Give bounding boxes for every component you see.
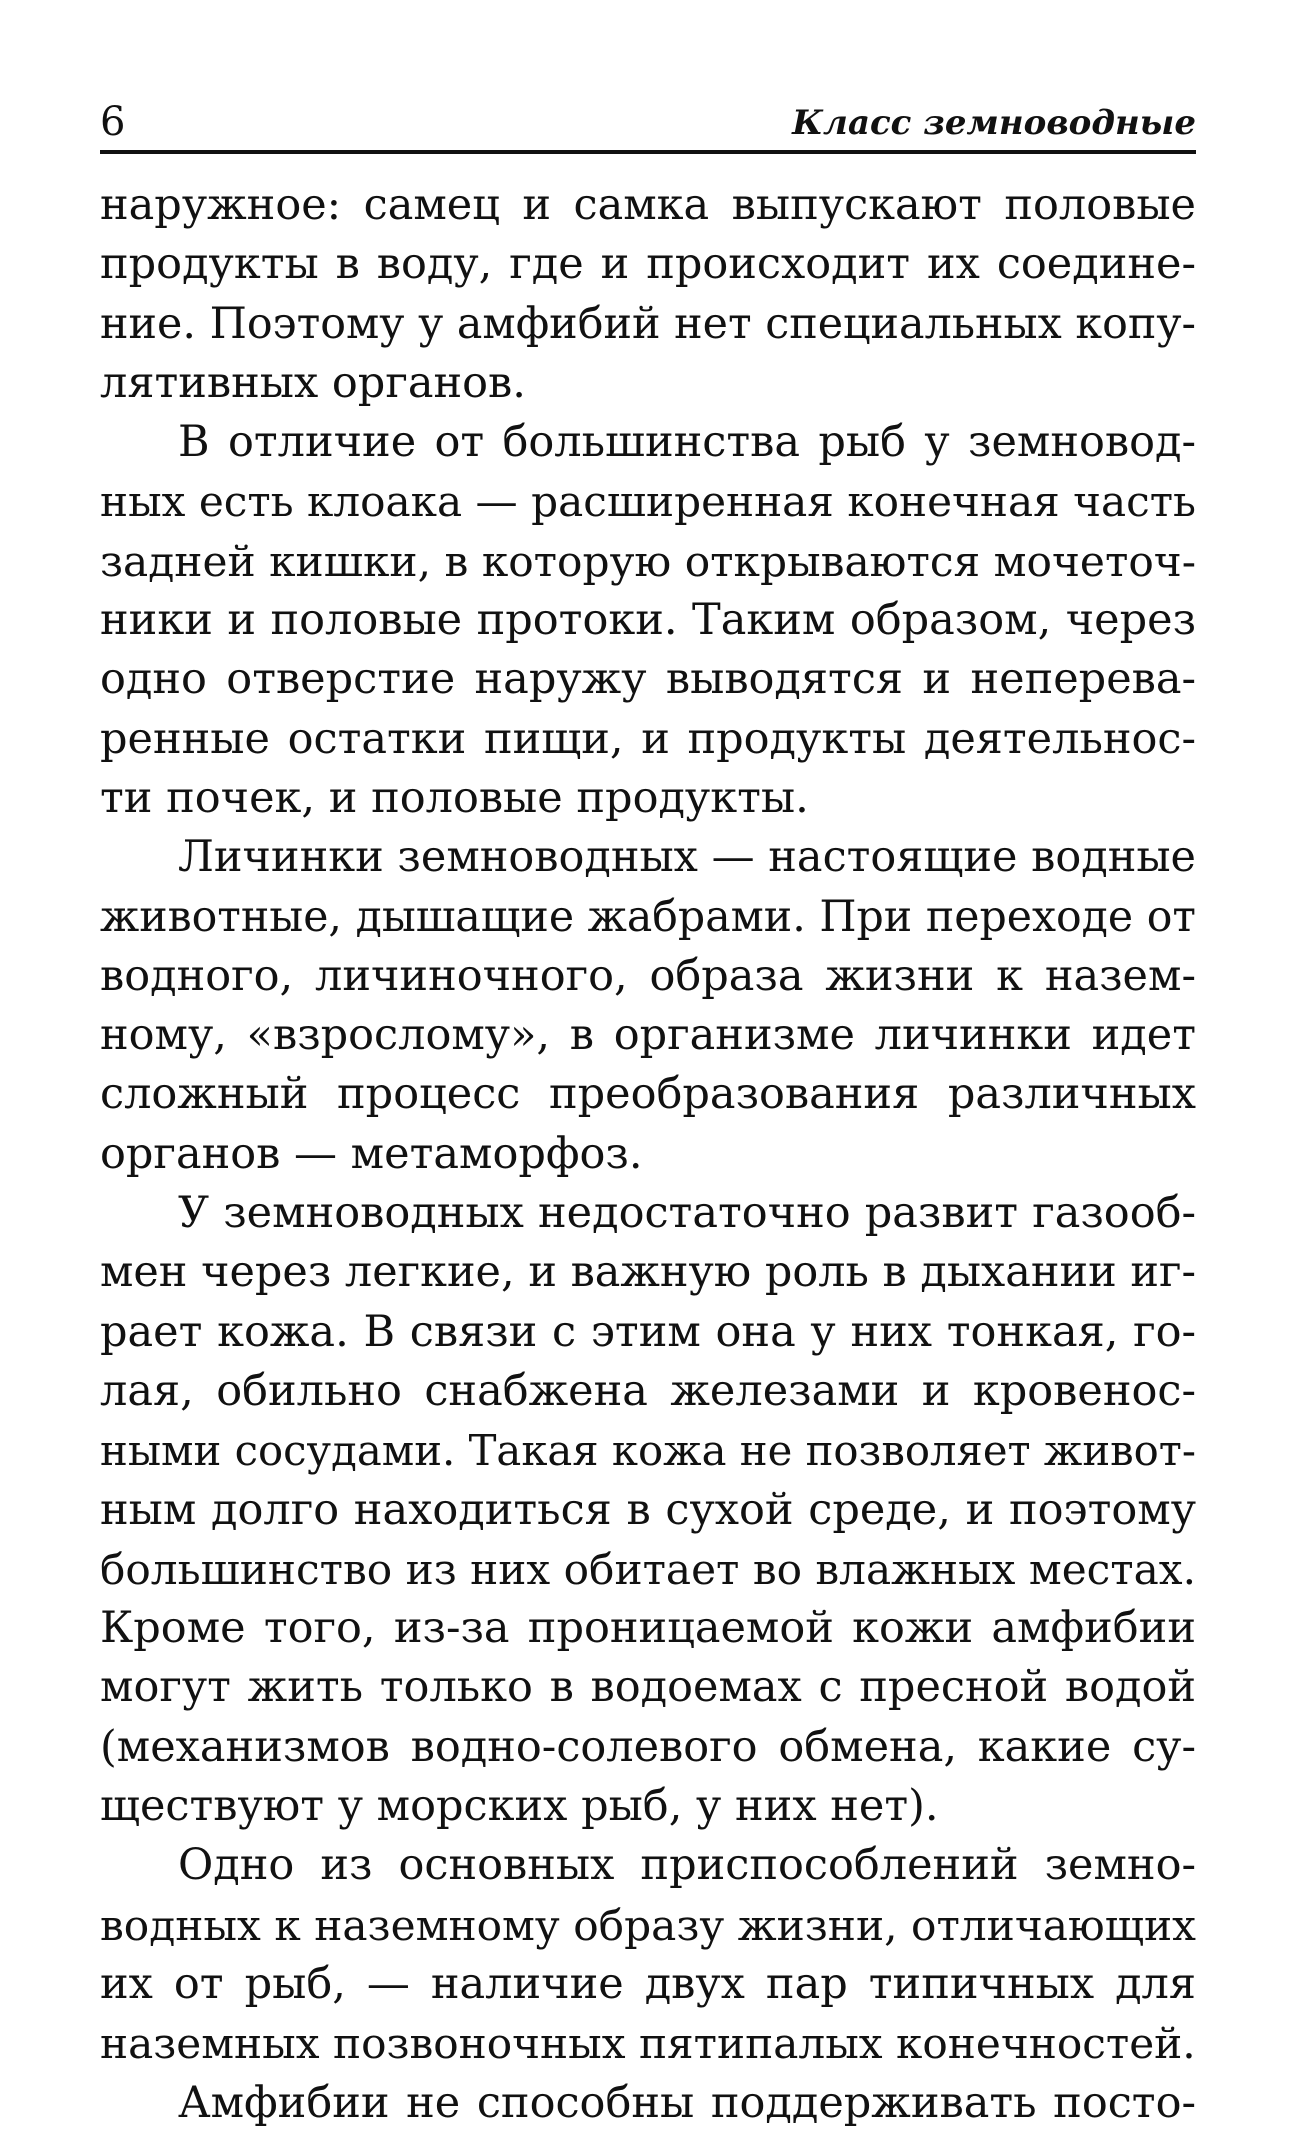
paragraph-3 [100,828,1196,1184]
paragraph-4 [100,1184,1196,1836]
text-line: Личинки земноводных — настоящие водные [178,832,1196,883]
body-text [100,176,1196,2133]
text-line: ным долго находиться в сухой среде, и поэтому [100,1484,1196,1535]
text-line: ти почек, и половые продукты. [100,772,809,823]
text-line: органов — метаморфоз. [100,1128,643,1179]
text-line: Одно из основных приспособлений земно- [178,1840,1196,1891]
text-line: ных есть клоака — расширенная конечная часть [100,477,1196,527]
text-line: ренные остатки пищи, и продукты деятельнос- [100,713,1197,764]
text-line: могут жить только в водоемах с пресной водой [100,1662,1196,1713]
text-line: наружное: самец и самка выпускают половые [100,180,1196,230]
text-line: (механизмов водно-солевого обмена, какие су- [100,1721,1197,1772]
text-line: ному, «взрослому», в организме личинки идет [100,1010,1196,1061]
paragraph-6 [100,2074,1196,2133]
paragraph-1 [100,176,1196,413]
text-line: сложный процесс преобразования различных [100,1069,1196,1120]
text-line: их от рыб, — наличие двух пар типичных для [100,1958,1196,2009]
text-line: В отличие от большинства рыб у земновод- [178,417,1197,468]
text-line: ществуют у морских рыб, у них нет). [100,1781,939,1832]
running-head [100,90,1196,154]
text-line: большинство из них обитает во влажных местах. [100,1544,1196,1594]
text-line: мен через легкие, и важную роль в дыхании иг- [100,1247,1196,1298]
text-line: наземных позвоночных пятипалых конечностей. [100,2019,1196,2069]
page-number: 6 [100,99,126,145]
text-line: ние. Поэтому у амфибий нет специальных копу- [100,298,1196,349]
text-line: водного, личиночного, образа жизни к назем- [100,950,1196,1001]
text-line: водных к наземному образу жизни, отличающих [100,1900,1196,1950]
text-line: рает кожа. В связи с этим она у них тонкая, го- [100,1306,1197,1357]
book-page [100,90,1196,2133]
text-line: животные, дышащие жабрами. При переходе от [100,891,1196,942]
text-line: Амфибии не способны поддерживать посто- [178,2077,1196,2128]
text-line: продукты в воду, где и происходит их соедине- [100,239,1197,290]
text-line: У земноводных недостаточно развит газооб- [178,1188,1196,1239]
text-line: одно отверстие наружу выводятся и неперева- [100,654,1197,705]
section-title: Класс земноводные [792,103,1196,143]
text-line: Кроме того, из-за проницаемой кожи амфибии [100,1603,1196,1654]
text-line: задней кишки, в которую открываются мочеточ- [100,536,1196,586]
text-line: ники и половые протоки. Таким образом, через [100,595,1197,646]
paragraph-5 [100,1836,1196,2073]
text-line: ными сосудами. Такая кожа не позволяет живот- [100,1426,1196,1476]
paragraph-2 [100,413,1196,828]
text-line: лятивных органов. [100,357,526,408]
text-line: лая, обильно снабжена железами и кровенос- [100,1365,1196,1416]
